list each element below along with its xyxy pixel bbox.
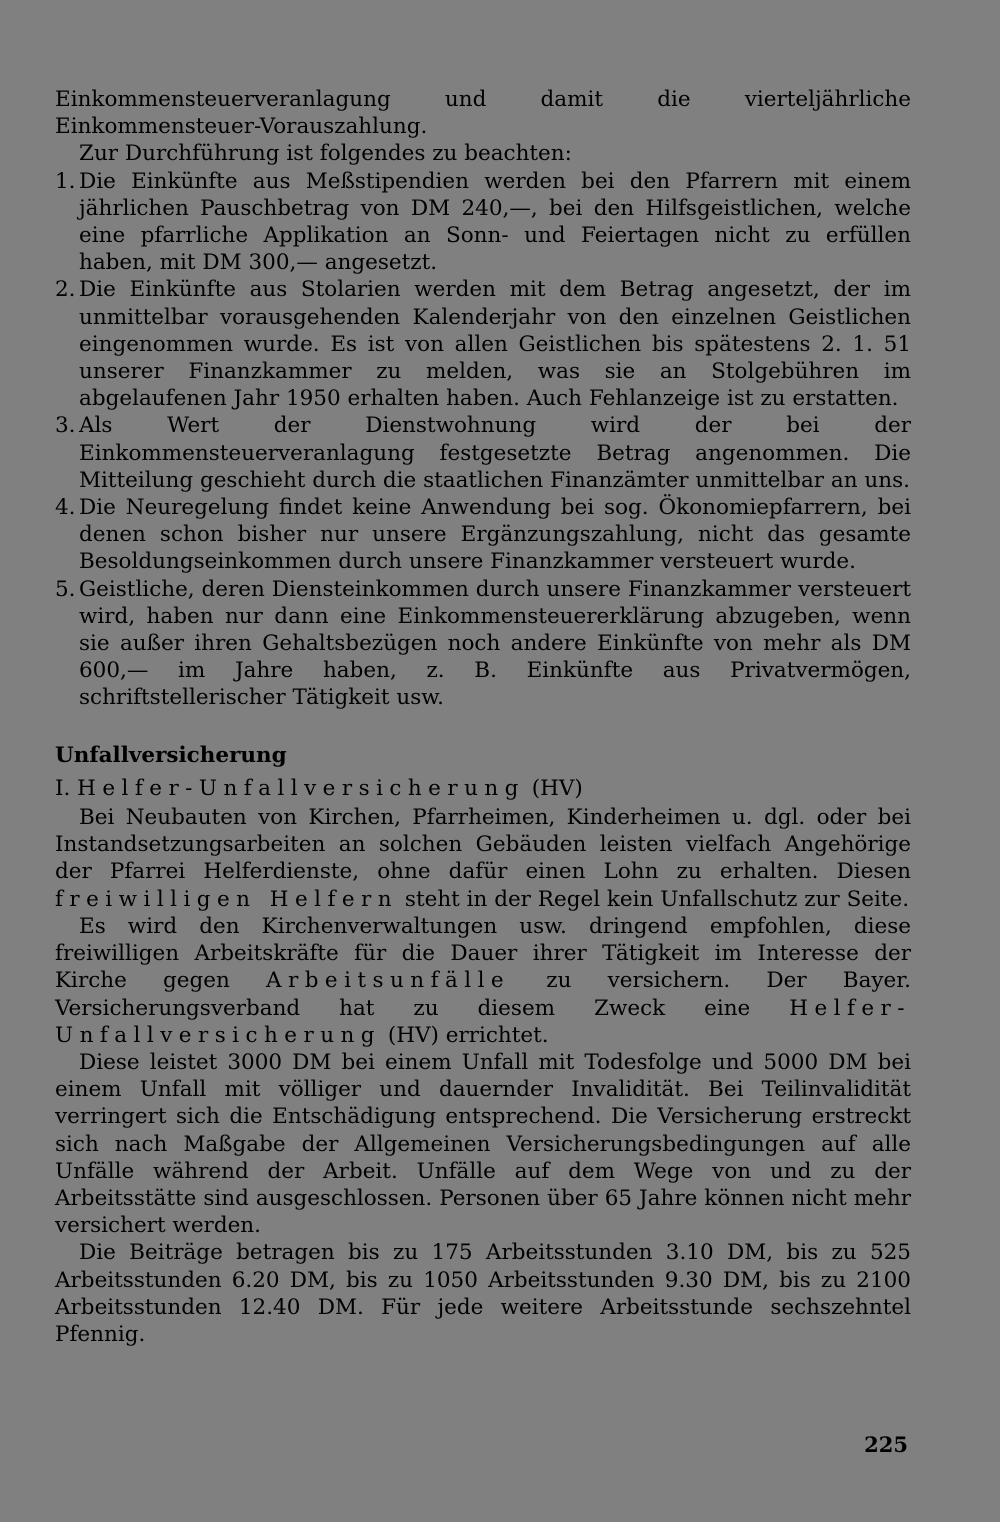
spaced-emphasis: freiwilligen Helfern xyxy=(55,886,399,912)
list-item-number: 3. xyxy=(55,413,76,439)
list-item-text: Die Einkünfte aus Stolarien werden mit dem Betrag angesetzt, der im unmittelbar vorausgehenden Kalenderjahr von den einzelnen Geistlichen eingenommen wurde. Es ist von allen Geistlichen bis spätestens 2. 1. 51 unserer Finanzkammer zu melden, was sie an Stolgebühren im abgelaufenen Jahr 1950 erhalten haben. Auch Fehlanzeige ist zu erstatten. xyxy=(79,277,911,412)
list-item xyxy=(55,168,911,277)
numbered-list xyxy=(55,168,911,712)
body-paragraph: Diese leistet 3000 DM bei einem Unfall mit Todesfolge und 5000 DM bei einem Unfall mit völliger und dauernder Invalidität. Bei Teilinvalidität verringert sich die Entschädigung entsprechend. Die Versicherung erstreckt sich nach Maßgabe der Allgemeinen Versicherungsbedingungen auf alle Unfälle während der Arbeit. Unfälle auf dem Wege von und zu der Arbeitsstätte sind ausgeschlossen. Personen über 65 Jahre können nicht mehr versichert werden. xyxy=(55,1049,911,1239)
text-run: Es wird den Kirchenverwaltungen usw. dringend empfohlen, diese freiwilligen Arbeitskräfte für die Dauer ihrer Tätigkeit im Interesse der Kirche gegen xyxy=(55,913,911,994)
spaced-emphasis: Helfer-Unfallversicherung xyxy=(55,995,911,1048)
body-paragraph xyxy=(55,804,911,913)
list-item-number: 2. xyxy=(55,277,76,303)
intro-lead-paragraph: Zur Durchführung ist folgendes zu beachten: xyxy=(79,141,572,167)
list-item-text: Die Neuregelung findet keine Anwendung bei sog. Ökonomiepfarrern, bei denen schon bisher nur unsere Ergänzungszahlung, nicht das gesamte Besoldungseinkommen durch unsere Finanzkammer versteuert wurde. xyxy=(79,495,911,575)
list-item-text: Als Wert der Dienstwohnung wird der bei der Einkommensteuerveranlagung festgesetzte Betrag angenommen. Die Mitteilung geschieht durch die staatlichen Finanzämter unmittelbar an uns. xyxy=(79,413,911,493)
list-item-text: Geistliche, deren Diensteinkommen durch unsere Finanzkammer versteuert wird, haben nur dann eine Einkommensteuererklärung abzugeben, wenn sie außer ihren Gehaltsbezügen noch andere Einkünfte von mehr als DM 600,— im Jahre haben, z. B. Einkünfte aus Privatvermögen, schriftstellerischer Tätigkeit usw. xyxy=(79,576,911,711)
list-item-text: Die Einkünfte aus Meßstipendien werden bei den Pfarrern mit einem jährlichen Pauschbetrag von DM 240,—, bei den Hilfsgeistlichen, welche eine pfarrliche Applikation an Sonn- und Feiertagen nicht zu erfüllen haben, mit DM 300,— angesetzt. xyxy=(79,168,911,276)
list-item-number: 5. xyxy=(55,576,76,602)
text-run: steht in der Regel kein Unfallschutz zur Seite. xyxy=(404,886,910,912)
section-heading: Unfallversicherung xyxy=(55,742,287,768)
text-run: (HV) errichtet. xyxy=(387,1022,549,1048)
body-paragraph xyxy=(55,913,911,1049)
document-page xyxy=(55,86,911,1348)
list-item xyxy=(55,412,911,494)
subsection-heading xyxy=(55,775,911,802)
subsection-number: I. xyxy=(55,775,71,801)
body-paragraph: Die Beiträge betragen bis zu 175 Arbeitsstunden 3.10 DM, bis zu 525 Arbeitsstunden 6.20 DM, bis zu 1050 Arbeitsstunden 9.30 DM, bis zu 2100 Arbeitsstunden 12.40 DM. Für jede weitere Arbeitsstunde sechszehntel Pfennig. xyxy=(55,1240,911,1347)
list-item xyxy=(55,576,911,712)
list-item-number: 4. xyxy=(55,495,76,521)
list-item-number: 1. xyxy=(55,168,76,194)
subsection-title: Helfer-Unfallversicherung xyxy=(77,775,525,801)
text-run: zu versichern. Der Bayer. Versicherungsverband hat zu diesem Zweck eine xyxy=(55,968,912,1021)
list-item xyxy=(55,276,911,412)
intro-paragraph: Einkommensteuerveranlagung und damit die vierteljährliche Einkommensteuer-Vorauszahlung. xyxy=(55,87,911,140)
text-run: Bei Neubauten von Kirchen, Pfarrheimen, Kinderheimen u. dgl. oder bei Instandsetzungsarbeiten an solchen Gebäuden leisten vielfach Angehörige der Pfarrei Helferdienste, ohne dafür einen Lohn zu erhalten. Diesen xyxy=(55,805,911,885)
spaced-emphasis: Arbeitsunfälle xyxy=(265,968,511,994)
subsection-abbreviation: (HV) xyxy=(531,775,583,801)
list-item xyxy=(55,494,911,576)
page-number: 225 xyxy=(864,1432,908,1457)
